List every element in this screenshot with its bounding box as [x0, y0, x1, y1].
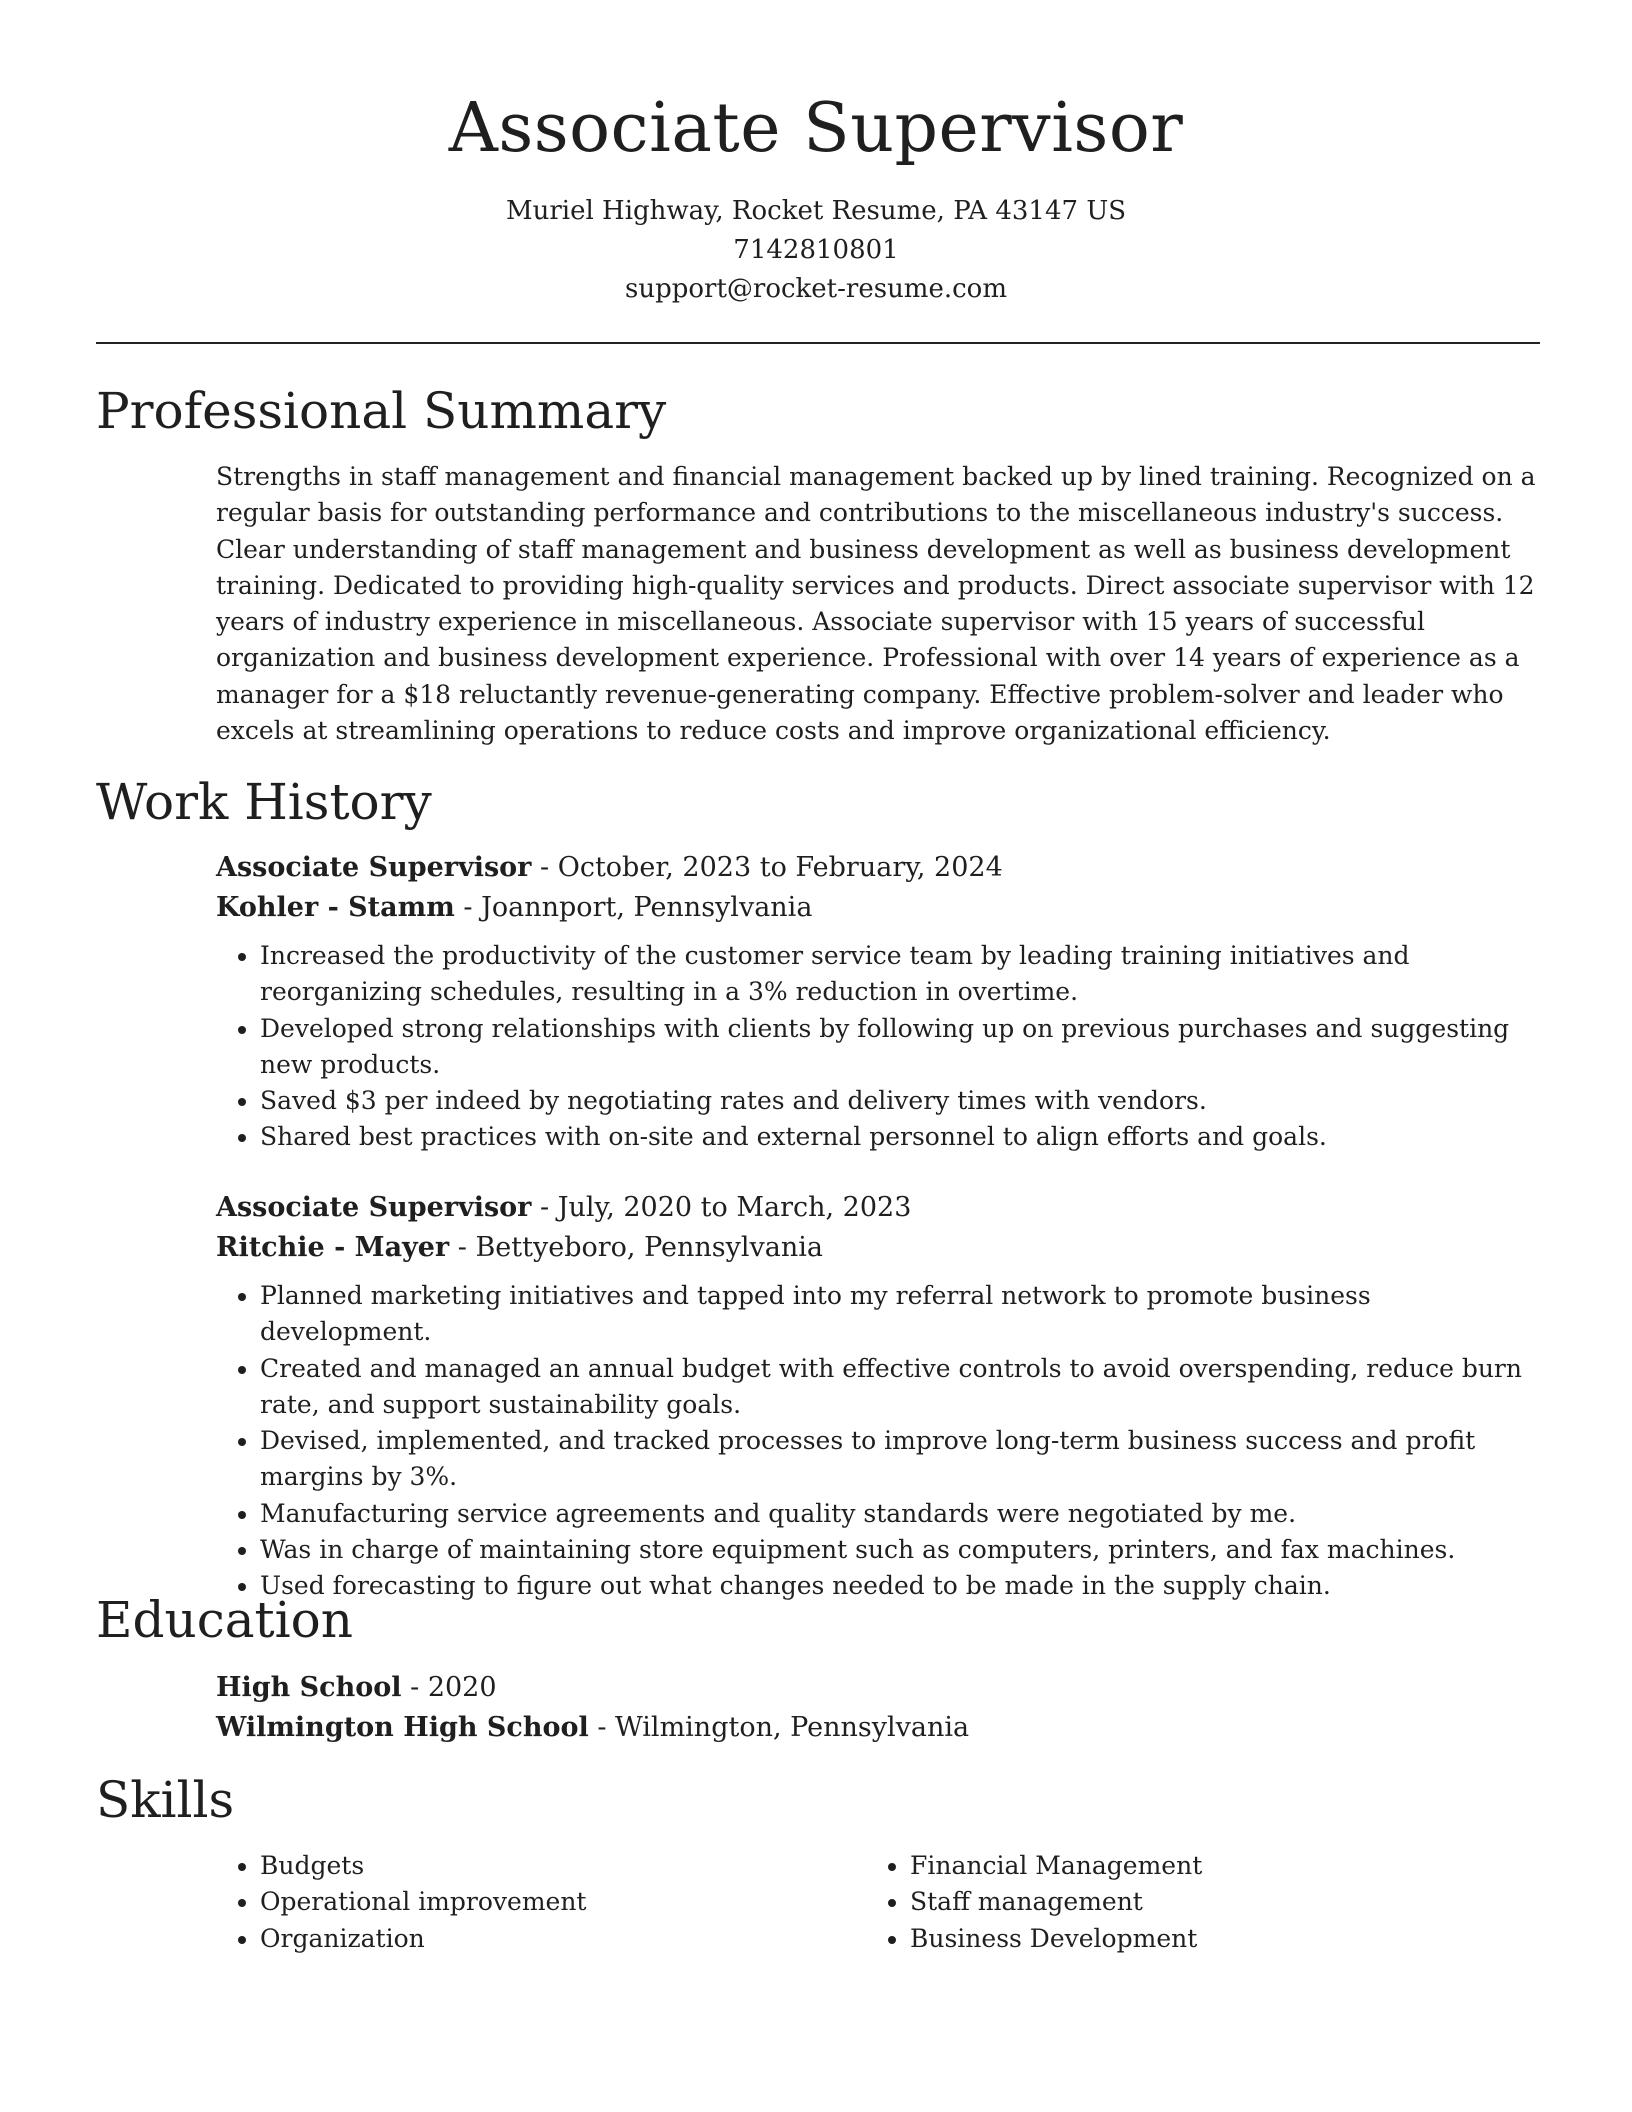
list-item: • Manufacturing service agreements and quality standards were negotiated by me.: [260, 1496, 1544, 1532]
list-item: • Saved $3 per indeed by negotiating rates and delivery times with vendors.: [260, 1083, 1544, 1119]
job-dates: - October, 2023 to February, 2024: [531, 852, 1003, 883]
contact-address: Muriel Highway, Rocket Resume, PA 43147 US: [505, 196, 1127, 226]
job-company-line: [216, 888, 1544, 928]
education-degree: High School: [216, 1672, 402, 1703]
education-entry: [216, 1668, 1544, 1748]
list-item: • Operational improvement: [260, 1884, 816, 1920]
list-item: • Planned marketing initiatives and tapped into my referral network to promote business development.: [260, 1278, 1544, 1351]
list-item: • Shared best practices with on-site and external personnel to align efforts and goals.: [260, 1119, 1544, 1155]
education-degree-line: [216, 1668, 1544, 1708]
contact-info: [0, 192, 1632, 309]
skills-column-right: [866, 1848, 1466, 1957]
summary-text: Strengths in staff management and financial management backed up by lined training. Recognized on a regular basis for outstanding performance and contributions to the miscellaneous industry's success. Clear understanding of staff management and business development as well as business development training. Dedicated to providing high-quality services and products. Direct associate supervisor with 12 years of industry experience in miscellaneous. Associate supervisor with 15 years of successful organization and business development experience. Professional with over 14 years of experience as a manager for a $18 reluctantly revenue-generating company. Effective problem-solver and leader who excels at streamlining operations to reduce costs and improve organizational efficiency.: [216, 462, 1536, 746]
candidate-name: Associate Supervisor: [448, 89, 1184, 168]
job-title-line: [216, 1188, 1544, 1228]
contact-phone: 7142810801: [733, 235, 899, 265]
education-year: - 2020: [401, 1672, 497, 1703]
job-role: Associate Supervisor: [216, 852, 532, 883]
job-location: - Bettyeboro, Pennsylvania: [449, 1232, 823, 1263]
resume-header: [0, 0, 1632, 309]
summary-block: [216, 459, 1544, 749]
education-school: Wilmington High School: [216, 1712, 589, 1743]
job-dates: - July, 2020 to March, 2023: [531, 1192, 912, 1223]
section-title-summary: Professional Summary: [96, 382, 667, 440]
list-item: • Financial Management: [910, 1848, 1466, 1884]
list-item: • Was in charge of maintaining store equipment such as computers, printers, and fax machines.: [260, 1532, 1544, 1568]
list-item: • Organization: [260, 1921, 816, 1957]
list-item: • Used forecasting to figure out what changes needed to be made in the supply chain.: [260, 1568, 1544, 1604]
job-location: - Joannport, Pennsylvania: [454, 892, 813, 923]
education-location: - Wilmington, Pennsylvania: [588, 1712, 970, 1743]
education-school-line: [216, 1708, 1544, 1748]
section-title-skills: Skills: [96, 1771, 235, 1829]
job-company: Ritchie - Mayer: [216, 1232, 450, 1263]
skills-column-left: [216, 1848, 816, 1957]
contact-email: support@rocket-resume.com: [624, 274, 1007, 304]
job-role: Associate Supervisor: [216, 1192, 532, 1223]
list-item: • Staff management: [910, 1884, 1466, 1920]
job-title-line: [216, 848, 1544, 888]
list-item: • Developed strong relationships with clients by following up on previous purchases and suggesting new products.: [260, 1011, 1544, 1084]
job-entry: [216, 1188, 1544, 1605]
job-company: Kohler - Stamm: [216, 892, 455, 923]
job-entry: [216, 848, 1544, 1156]
list-item: • Devised, implemented, and tracked processes to improve long-term business success and profit margins by 3%.: [260, 1423, 1544, 1496]
list-item: • Business Development: [910, 1921, 1466, 1957]
list-item: • Budgets: [260, 1848, 816, 1884]
job-bullets: [216, 1278, 1544, 1605]
list-item: • Increased the productivity of the customer service team by leading training initiatives and reorganizing schedules, resulting in a 3% reduction in overtime.: [260, 938, 1544, 1011]
section-title-education: Education: [96, 1591, 353, 1649]
job-company-line: [216, 1228, 1544, 1268]
header-divider: [96, 342, 1540, 344]
job-bullets: [216, 938, 1544, 1156]
section-title-work-history: Work History: [96, 773, 432, 831]
list-item: • Created and managed an annual budget with effective controls to avoid overspending, reduce burn rate, and support sustainability goals.: [260, 1351, 1544, 1424]
